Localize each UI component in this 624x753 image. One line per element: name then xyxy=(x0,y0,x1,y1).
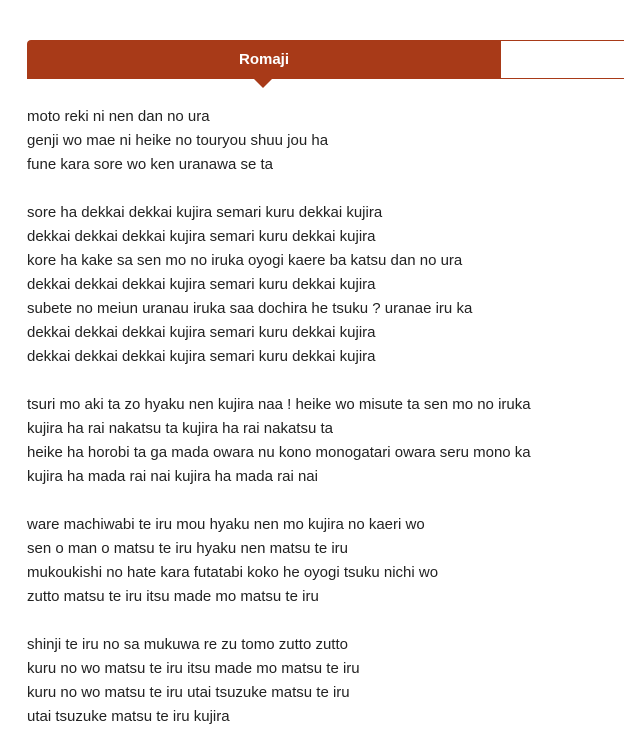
lyric-line: kuru no wo matsu te iru utai tsuzuke matsu te iru xyxy=(27,684,350,701)
lyric-line: kujira ha rai nakatsu ta kujira ha rai nakatsu ta xyxy=(27,420,333,437)
lyrics-stanza xyxy=(27,393,617,489)
lyric-line: dekkai dekkai dekkai kujira semari kuru dekkai kujira xyxy=(27,276,376,293)
lyric-line: utai tsuzuke matsu te iru kujira xyxy=(27,708,230,725)
lyrics-body xyxy=(27,105,617,753)
lyric-line: dekkai dekkai dekkai kujira semari kuru dekkai kujira xyxy=(27,228,376,245)
lyric-line: dekkai dekkai dekkai kujira semari kuru dekkai kujira xyxy=(27,348,376,365)
lyric-line: genji wo mae ni heike no touryou shuu jou ha xyxy=(27,132,329,149)
lyric-line: subete no meiun uranau iruka saa dochira he tsuku ? uranae iru ka xyxy=(27,300,473,317)
lyric-line: heike ha horobi ta ga mada owara nu kono monogatari owara seru mono ka xyxy=(27,444,531,461)
lyric-line: sore ha dekkai dekkai kujira semari kuru dekkai kujira xyxy=(27,204,383,221)
lyric-line: kuru no wo matsu te iru itsu made mo matsu te iru xyxy=(27,660,360,677)
lyric-line: sen o man o matsu te iru hyaku nen matsu te iru xyxy=(27,540,348,557)
lyrics-stanza xyxy=(27,105,617,177)
lyric-line: mukoukishi no hate kara futatabi koko he oyogi tsuku nichi wo xyxy=(27,564,439,581)
lyric-line: kore ha kake sa sen mo no iruka oyogi kaere ba katsu dan no ura xyxy=(27,252,463,269)
lyric-line: ware machiwabi te iru mou hyaku nen mo kujira no kaeri wo xyxy=(27,516,425,533)
lyrics-stanza xyxy=(27,633,617,729)
lyric-line: kujira ha mada rai nai kujira ha mada rai nai xyxy=(27,468,318,485)
lyric-line: shinji te iru no sa mukuwa re zu tomo zutto zutto xyxy=(27,636,348,653)
tab-secondary[interactable] xyxy=(501,40,624,79)
lyric-line: fune kara sore wo ken uranawa se ta xyxy=(27,156,273,173)
lyrics-stanza xyxy=(27,201,617,369)
tab-romaji[interactable] xyxy=(27,40,501,79)
lyric-line: tsuri mo aki ta zo hyaku nen kujira naa ! heike wo misute ta sen mo no iruka xyxy=(27,396,531,413)
lyrics-stanza xyxy=(27,513,617,609)
lyric-line: zutto matsu te iru itsu made mo matsu te iru xyxy=(27,588,319,605)
tab-romaji-label: Romaji xyxy=(238,51,289,68)
lyrics-tab-bar xyxy=(27,40,624,79)
lyric-line: moto reki ni nen dan no ura xyxy=(27,108,210,125)
active-tab-caret-icon xyxy=(254,79,272,88)
lyric-line: dekkai dekkai dekkai kujira semari kuru dekkai kujira xyxy=(27,324,376,341)
